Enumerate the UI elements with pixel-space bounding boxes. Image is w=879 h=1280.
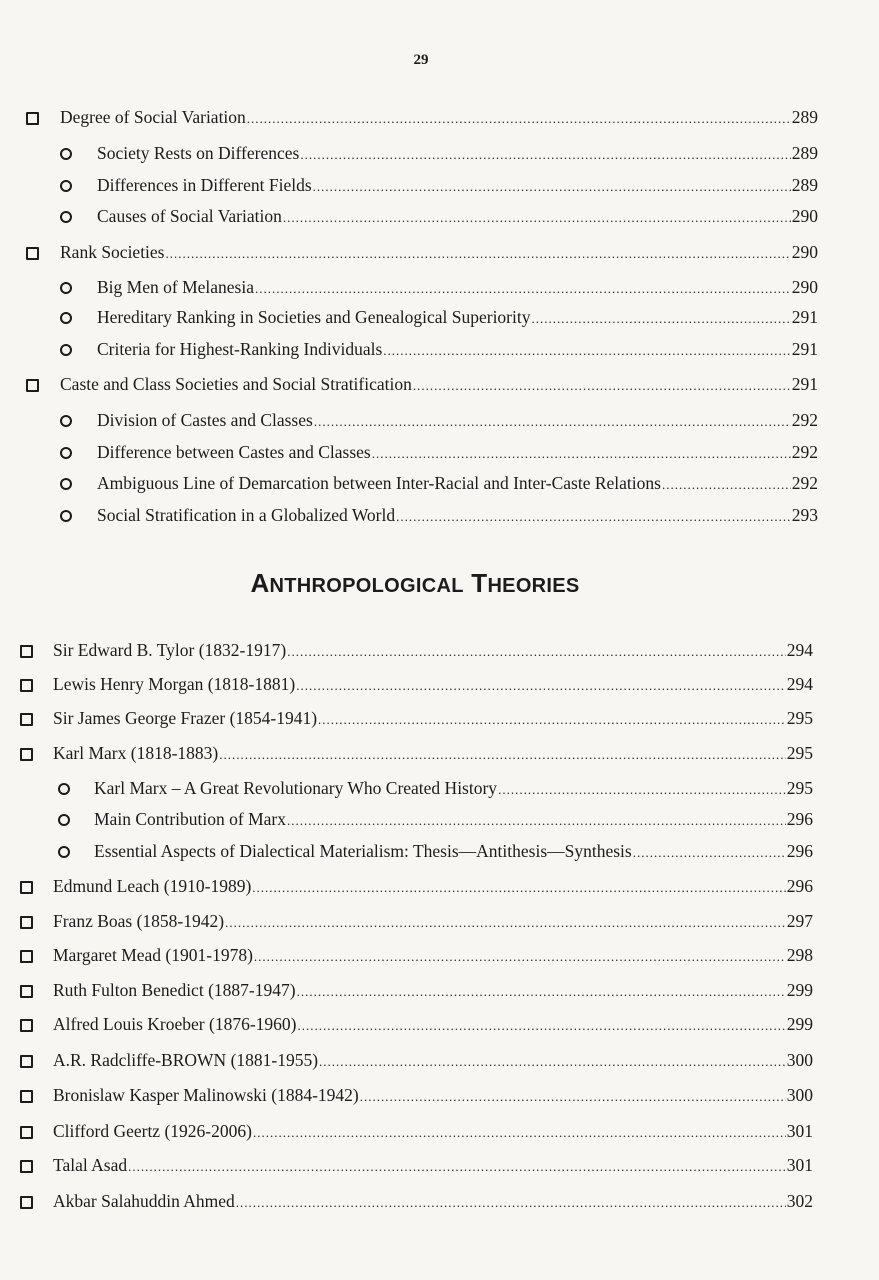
square-bullet-icon — [26, 112, 39, 125]
section-title-rest-1: NTHROPOLOGICAL — [269, 575, 464, 597]
toc-entry-title: Bronislaw Kasper Malinowski (1884-1942) — [53, 1085, 359, 1105]
toc-entry-title: Division of Castes and Classes — [97, 410, 313, 430]
dot-leader — [300, 144, 790, 166]
toc-entry-title: Sir James George Frazer (1854-1941) — [53, 708, 318, 728]
square-bullet-icon — [20, 950, 33, 963]
dot-leader — [219, 744, 786, 766]
toc-entry[interactable] — [97, 205, 818, 229]
dot-leader — [633, 842, 786, 864]
toc-entry-title: Karl Marx (1818-1883) — [53, 743, 219, 763]
dot-leader — [253, 1122, 786, 1144]
toc-entry-title: Main Contribution of Marx — [94, 809, 286, 829]
toc-entry-page: 299 — [786, 1014, 813, 1034]
section-title-initial-1: A — [250, 568, 270, 598]
square-bullet-icon — [20, 713, 33, 726]
toc-entry-page: 291 — [791, 339, 818, 359]
dot-leader — [255, 278, 791, 300]
toc-entry-title: Hereditary Ranking in Societies and Genealogical Superiority — [97, 307, 531, 327]
dot-leader — [372, 443, 791, 465]
square-bullet-icon — [20, 1019, 33, 1032]
toc-entry-page: 290 — [791, 206, 818, 226]
toc-entry[interactable] — [94, 840, 813, 864]
dot-leader — [360, 1086, 786, 1108]
toc-entry[interactable] — [53, 1049, 813, 1073]
toc-entry-title: Alfred Louis Kroeber (1876-1960) — [53, 1014, 297, 1034]
toc-entry[interactable] — [97, 306, 818, 330]
dot-leader — [297, 981, 786, 1003]
square-bullet-icon — [26, 247, 39, 260]
toc-entry-title: Essential Aspects of Dialectical Materialism: Thesis—Antithesis—Synthesis — [94, 841, 632, 861]
square-bullet-icon — [20, 748, 33, 761]
toc-entry[interactable] — [53, 742, 813, 766]
square-bullet-icon — [20, 645, 33, 658]
toc-entry[interactable] — [60, 106, 818, 130]
dot-leader — [413, 375, 791, 397]
dot-leader — [252, 877, 785, 899]
toc-entry-title: Degree of Social Variation — [60, 107, 246, 127]
toc-entry[interactable] — [97, 142, 818, 166]
circle-bullet-icon — [60, 211, 72, 223]
toc-entry-page: 291 — [791, 307, 818, 327]
square-bullet-icon — [26, 379, 39, 392]
toc-entry-page: 292 — [791, 410, 818, 430]
toc-entry-title: Rank Societies — [60, 242, 165, 262]
toc-entry-title: Big Men of Melanesia — [97, 277, 254, 297]
dot-leader — [396, 506, 791, 528]
toc-entry[interactable] — [53, 875, 813, 899]
toc-entry[interactable] — [53, 1154, 813, 1178]
toc-entry[interactable] — [53, 979, 813, 1003]
toc-entry[interactable] — [53, 707, 813, 731]
toc-entry[interactable] — [94, 808, 813, 832]
dot-leader — [297, 1015, 785, 1037]
toc-entry-title: Edmund Leach (1910-1989) — [53, 876, 252, 896]
square-bullet-icon — [20, 881, 33, 894]
toc-entry-page: 290 — [791, 242, 818, 262]
dot-leader — [247, 108, 791, 130]
toc-entry-title: Margaret Mead (1901-1978) — [53, 945, 253, 965]
toc-entry-title: Criteria for Highest-Ranking Individuals — [97, 339, 383, 359]
circle-bullet-icon — [60, 510, 72, 522]
toc-entry-title: Society Rests on Differences — [97, 143, 300, 163]
toc-entry[interactable] — [53, 639, 813, 663]
section-title-rest-2: HEORIES — [487, 575, 580, 597]
toc-entry-page: 291 — [791, 374, 818, 394]
toc-entry-title: Difference between Castes and Classes — [97, 442, 371, 462]
toc-entry[interactable] — [97, 338, 818, 362]
toc-entry-page: 296 — [786, 809, 813, 829]
dot-leader — [531, 308, 790, 330]
toc-entry[interactable] — [60, 373, 818, 397]
toc-entry[interactable] — [97, 504, 818, 528]
dot-leader — [225, 912, 786, 934]
toc-entry-page: 292 — [791, 473, 818, 493]
toc-entry-page: 297 — [786, 911, 813, 931]
toc-entry-page: 290 — [791, 277, 818, 297]
circle-bullet-icon — [58, 846, 70, 858]
toc-entry-page: 296 — [786, 876, 813, 896]
page-number: 29 — [413, 52, 429, 68]
dot-leader — [314, 411, 791, 433]
toc-entry[interactable] — [97, 441, 818, 465]
toc-entry-title: Differences in Different Fields — [97, 175, 312, 195]
circle-bullet-icon — [60, 148, 72, 160]
toc-entry-title: Clifford Geertz (1926-2006) — [53, 1121, 252, 1141]
square-bullet-icon — [20, 1090, 33, 1103]
square-bullet-icon — [20, 1160, 33, 1173]
toc-entry[interactable] — [53, 673, 813, 697]
circle-bullet-icon — [60, 415, 72, 427]
toc-entry-page: 299 — [786, 980, 813, 1000]
toc-entry-title: Talal Asad — [53, 1155, 128, 1175]
dot-leader — [319, 1051, 786, 1073]
toc-entry-page: 300 — [786, 1050, 813, 1070]
toc-entry[interactable] — [97, 276, 818, 300]
toc-entry[interactable] — [60, 241, 818, 265]
toc-entry-title: Social Stratification in a Globalized World — [97, 505, 396, 525]
dot-leader — [287, 810, 786, 832]
toc-entry-page: 289 — [791, 175, 818, 195]
toc-entry-title: Ruth Fulton Benedict (1887-1947) — [53, 980, 296, 1000]
toc-entry-page: 293 — [791, 505, 818, 525]
toc-entry-title: A.R. Radcliffe-BROWN (1881-1955) — [53, 1050, 319, 1070]
square-bullet-icon — [20, 1126, 33, 1139]
square-bullet-icon — [20, 916, 33, 929]
circle-bullet-icon — [60, 478, 72, 490]
section-title-initial-2: T — [471, 568, 488, 598]
section-title — [0, 568, 830, 599]
dot-leader — [318, 709, 786, 731]
circle-bullet-icon — [60, 180, 72, 192]
toc-entry[interactable] — [94, 777, 813, 801]
toc-entry[interactable] — [53, 1190, 813, 1214]
circle-bullet-icon — [58, 814, 70, 826]
square-bullet-icon — [20, 1196, 33, 1209]
circle-bullet-icon — [60, 312, 72, 324]
toc-entry-page: 294 — [786, 674, 813, 694]
toc-entry-page: 295 — [786, 743, 813, 763]
dot-leader — [128, 1156, 786, 1178]
toc-entry-page: 301 — [786, 1155, 813, 1175]
dot-leader — [254, 946, 786, 968]
toc-entry-title: Ambiguous Line of Demarcation between Inter-Racial and Inter-Caste Relations — [97, 473, 661, 493]
toc-entry-page: 295 — [786, 778, 813, 798]
toc-entry[interactable] — [53, 1120, 813, 1144]
toc-entry-page: 294 — [786, 640, 813, 660]
toc-entry-page: 295 — [786, 708, 813, 728]
toc-entry-page: 292 — [791, 442, 818, 462]
square-bullet-icon — [20, 985, 33, 998]
square-bullet-icon — [20, 679, 33, 692]
dot-leader — [236, 1192, 786, 1214]
circle-bullet-icon — [58, 783, 70, 795]
toc-entry-title: Caste and Class Societies and Social Stratification — [60, 374, 412, 394]
toc-entry-title: Sir Edward B. Tylor (1832-1917) — [53, 640, 287, 660]
toc-entry[interactable] — [97, 409, 818, 433]
toc-entry-page: 289 — [791, 107, 818, 127]
circle-bullet-icon — [60, 282, 72, 294]
dot-leader — [498, 779, 786, 801]
toc-entry-title: Akbar Salahuddin Ahmed — [53, 1191, 235, 1211]
toc-entry-page: 300 — [786, 1085, 813, 1105]
toc-entry-title: Causes of Social Variation — [97, 206, 282, 226]
dot-leader — [287, 641, 786, 663]
circle-bullet-icon — [60, 344, 72, 356]
toc-entry[interactable] — [97, 472, 818, 496]
toc-entry-page: 298 — [786, 945, 813, 965]
toc-entry[interactable] — [53, 1084, 813, 1108]
dot-leader — [383, 340, 790, 362]
dot-leader — [166, 243, 791, 265]
toc-entry-page: 302 — [786, 1191, 813, 1211]
toc-entry-title: Karl Marx – A Great Revolutionary Who Created History — [94, 778, 498, 798]
dot-leader — [283, 207, 791, 229]
toc-entry-page: 289 — [791, 143, 818, 163]
dot-leader — [313, 176, 791, 198]
toc-entry-page: 296 — [786, 841, 813, 861]
circle-bullet-icon — [60, 447, 72, 459]
dot-leader — [662, 474, 791, 496]
square-bullet-icon — [20, 1055, 33, 1068]
toc-entry[interactable] — [53, 910, 813, 934]
toc-entry[interactable] — [53, 1013, 813, 1037]
toc-entry[interactable] — [53, 944, 813, 968]
dot-leader — [296, 675, 786, 697]
toc-entry[interactable] — [97, 174, 818, 198]
toc-entry-title: Lewis Henry Morgan (1818-1881) — [53, 674, 296, 694]
toc-entry-page: 301 — [786, 1121, 813, 1141]
toc-entry-title: Franz Boas (1858-1942) — [53, 911, 225, 931]
